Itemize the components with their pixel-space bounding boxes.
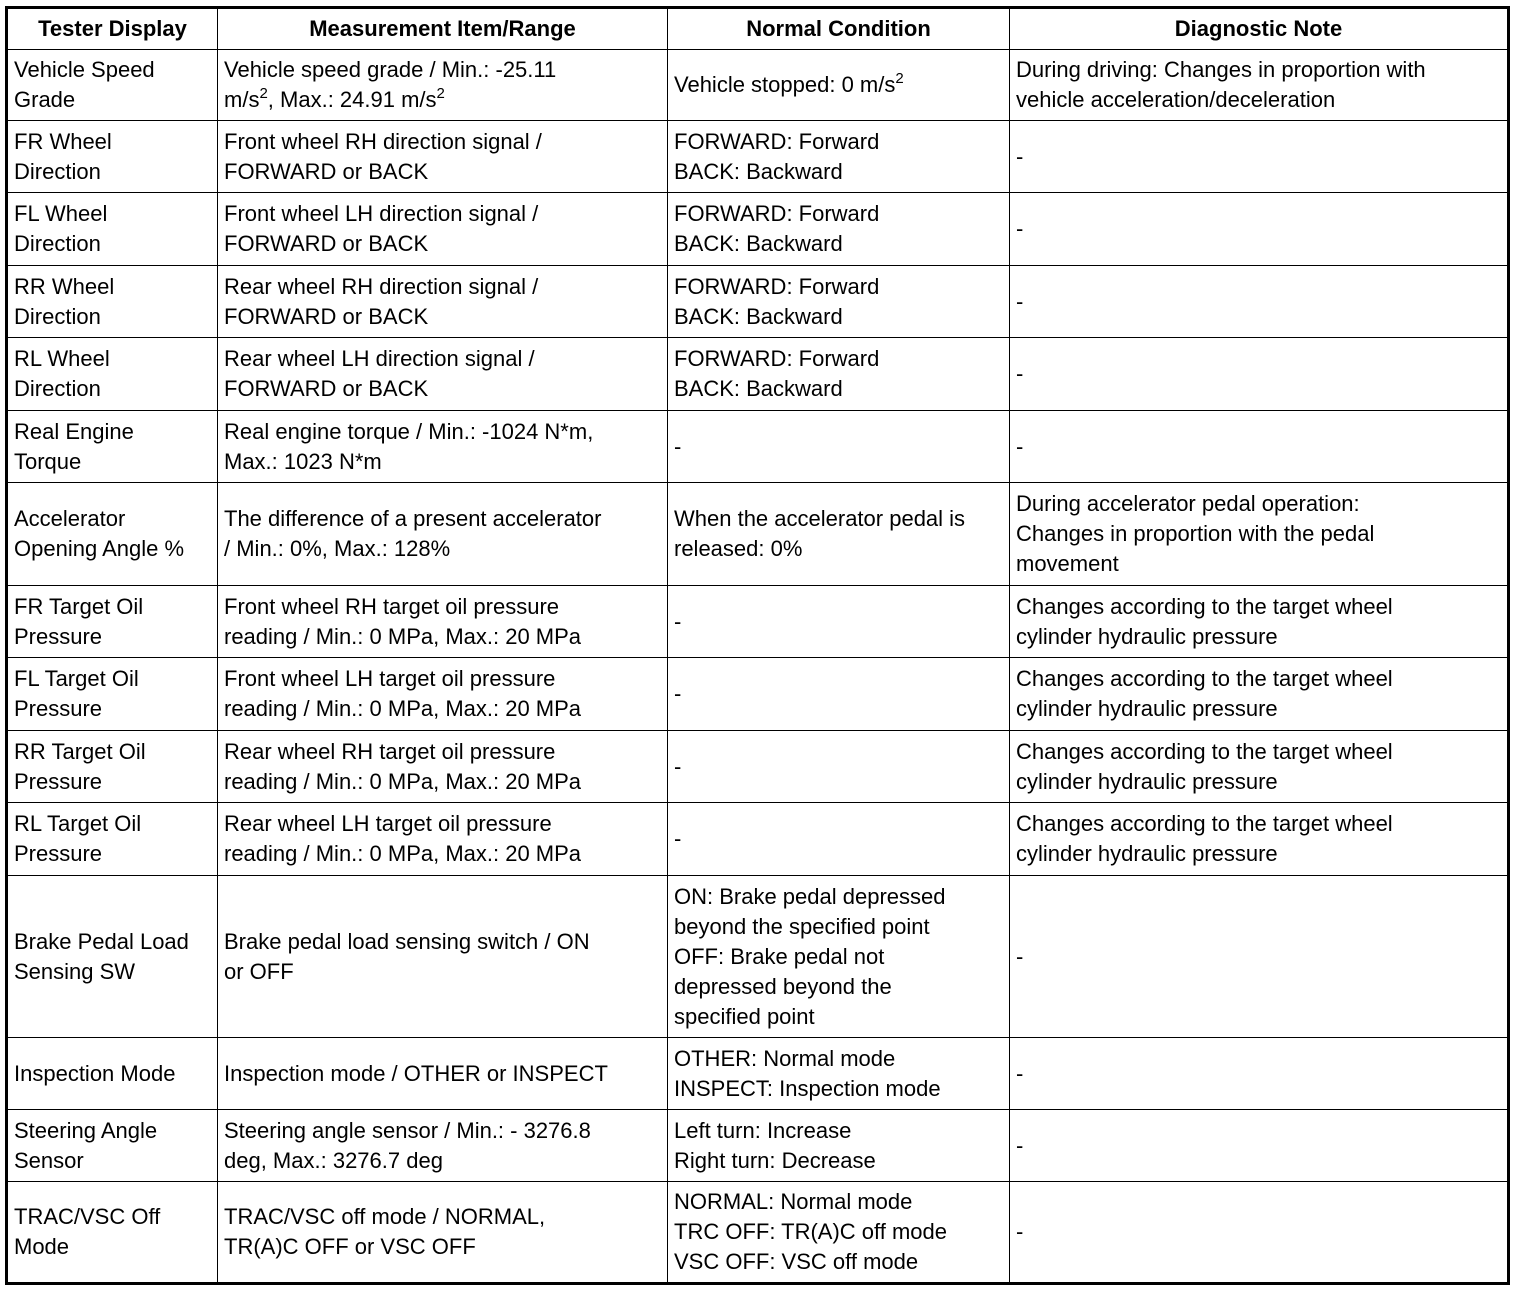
cell-text-line: - (1016, 943, 1024, 969)
cell-text-line: FORWARD: Forward (674, 128, 880, 154)
diagnostic-note-cell (1010, 876, 1509, 1038)
normal-condition-cell (668, 803, 1010, 876)
normal-condition-cell (668, 1182, 1010, 1284)
measurement-item-cell (218, 1110, 668, 1182)
normal-condition-cell (668, 50, 1010, 121)
tester-display-cell (7, 338, 218, 411)
cell-text-line: BACK: Backward (674, 303, 843, 329)
cell-text-line: Rear wheel RH target oil pressure (224, 738, 556, 764)
cell-text-line: BACK: Backward (674, 231, 843, 256)
cell-text-line: FL Target Oil (14, 666, 139, 691)
cell-text-line: - (1016, 216, 1024, 241)
cell-text-line: Pressure (14, 623, 103, 649)
cell-text-line: reading / Min.: 0 MPa, Max.: 20 MPa (224, 768, 582, 794)
cell-text-line: specified point (674, 1003, 815, 1029)
cell-text-line: Direction (14, 376, 101, 401)
cell-text-line: / Min.: 0%, Max.: 128% (224, 536, 451, 561)
cell-text-line: Front wheel RH direction signal / (224, 128, 542, 154)
superscript: 2 (895, 70, 904, 87)
table-row (7, 586, 1509, 658)
cell-text-line: FORWARD or BACK (224, 303, 429, 329)
cell-text-line: TRAC/VSC Off (14, 1204, 161, 1229)
cell-text-line: Changes according to the target wheel (1016, 593, 1393, 619)
cell-text-line: Rear wheel LH direction signal / (224, 346, 535, 371)
tester-display-cell (7, 121, 218, 193)
cell-text-line: Rear wheel LH target oil pressure (224, 811, 552, 836)
table-row (7, 1182, 1509, 1284)
cell-text-line: TRC OFF: TR(A)C off mode (674, 1219, 948, 1244)
measurement-item-cell (218, 658, 668, 731)
cell-text-line: FORWARD: Forward (674, 273, 880, 299)
cell-text-line: When the accelerator pedal is (674, 506, 966, 531)
measurement-item-cell (218, 1038, 668, 1110)
cell-text-line: or OFF (224, 958, 294, 984)
table-row (7, 1110, 1509, 1182)
cell-text-line: Vehicle stopped: 0 $m/s^2$ (674, 70, 904, 97)
cell-text-line: Opening Angle % (14, 536, 185, 561)
cell-text-line: TRAC/VSC off mode / NORMAL, (224, 1204, 546, 1229)
normal-condition-cell (668, 483, 1010, 586)
cell-text-line: TR(A)C OFF or VSC OFF (224, 1234, 476, 1259)
table-body (7, 50, 1509, 1284)
cell-text-line: Steering angle sensor / Min.: - 3276.8 (224, 1117, 591, 1143)
cell-text-line: Changes according to the target wheel (1016, 666, 1393, 691)
cell-text-line: Inspection Mode (14, 1060, 176, 1086)
header-row (7, 8, 1509, 50)
table-row (7, 121, 1509, 193)
table-row (7, 1038, 1509, 1110)
measurement-item-cell (218, 876, 668, 1038)
cell-text-line: - (674, 681, 682, 706)
table-row (7, 411, 1509, 483)
cell-text-line: Changes according to the target wheel (1016, 811, 1393, 836)
cell-text-line: - (1016, 288, 1024, 314)
diagnostic-note-cell (1010, 1038, 1509, 1110)
table-row (7, 193, 1509, 266)
cell-text-line: NORMAL: Normal mode (674, 1189, 913, 1214)
cell-text-line: - (1016, 1132, 1024, 1158)
normal-condition-cell (668, 121, 1010, 193)
diagnostic-note-cell (1010, 411, 1509, 483)
cell-text-line: - (1016, 1060, 1024, 1086)
table-row (7, 658, 1509, 731)
table-row (7, 803, 1509, 876)
table-row (7, 483, 1509, 586)
normal-condition-cell (668, 193, 1010, 266)
cell-text-line: Pressure (14, 696, 103, 721)
normal-condition-cell (668, 658, 1010, 731)
measurement-item-cell (218, 338, 668, 411)
tester-display-cell (7, 1038, 218, 1110)
cell-text-line: cylinder hydraulic pressure (1016, 696, 1278, 721)
cell-text-line: FORWARD or BACK (224, 231, 429, 256)
cell-text-line: BACK: Backward (674, 158, 843, 184)
measurement-item-cell (218, 586, 668, 658)
superscript: 2 (436, 85, 445, 102)
measurement-item-cell (218, 483, 668, 586)
table-row (7, 338, 1509, 411)
tester-display-cell (7, 803, 218, 876)
diagnostic-note-cell (1010, 193, 1509, 266)
cell-text-line: Inspection mode / OTHER or INSPECT (224, 1060, 608, 1086)
cell-text-line: VSC OFF: VSC off mode (674, 1249, 919, 1274)
cell-text-line: movement (1016, 551, 1119, 576)
cell-text-line: Max.: 1023 N*m (224, 448, 382, 474)
measurement-item-cell (218, 266, 668, 338)
cell-text-line: Accelerator (14, 506, 126, 531)
cell-text-line: released: 0% (674, 536, 803, 561)
diagnostic-note-cell (1010, 483, 1509, 586)
cell-text-line: - (674, 826, 682, 851)
measurement-item-cell (218, 731, 668, 803)
normal-condition-cell (668, 266, 1010, 338)
normal-condition-cell (668, 338, 1010, 411)
cell-text-line: Vehicle speed grade / Min.: -25.11 (224, 57, 557, 82)
cell-text-line: Steering Angle (14, 1117, 158, 1143)
cell-text-line: - (1016, 433, 1024, 459)
cell-text-line: FORWARD: Forward (674, 201, 880, 226)
table-row (7, 266, 1509, 338)
measurement-item-cell (218, 411, 668, 483)
cell-text-line: Changes in proportion with the pedal (1016, 521, 1375, 546)
cell-text-line: INSPECT: Inspection mode (674, 1075, 941, 1101)
cell-text-line: During accelerator pedal operation: (1016, 491, 1360, 516)
cell-text-line: FORWARD: Forward (674, 346, 880, 371)
tester-display-cell (7, 586, 218, 658)
header-tester-display: Tester Display (7, 8, 218, 50)
normal-condition-cell (668, 586, 1010, 658)
diagnostic-note-cell (1010, 803, 1509, 876)
cell-text-line: Real engine torque / Min.: -1024 N*m, (224, 418, 594, 444)
tester-display-cell (7, 1110, 218, 1182)
cell-text-line: Mode (14, 1234, 70, 1259)
normal-condition-cell (668, 1038, 1010, 1110)
cell-text-line: Brake Pedal Load (14, 928, 189, 954)
cell-text-line: Front wheel RH target oil pressure (224, 593, 560, 619)
cell-text-line: Grade (14, 87, 76, 112)
cell-text-line: RL Wheel (14, 346, 110, 371)
table-row (7, 731, 1509, 803)
cell-text-line: RR Wheel (14, 273, 115, 299)
superscript: 2 (259, 85, 268, 102)
cell-text-line: Brake pedal load sensing switch / ON (224, 928, 590, 954)
tester-display-cell (7, 266, 218, 338)
cell-text-line: Real Engine (14, 418, 134, 444)
normal-condition-cell (668, 1110, 1010, 1182)
normal-condition-cell (668, 876, 1010, 1038)
table-row (7, 876, 1509, 1038)
cell-text-line: reading / Min.: 0 MPa, Max.: 20 MPa (224, 623, 582, 649)
cell-text-line: Left turn: Increase (674, 1117, 852, 1143)
cell-text-line: Direction (14, 158, 101, 184)
cell-text-line: Torque (14, 448, 82, 474)
cell-text-line: ON: Brake pedal depressed (674, 883, 946, 909)
diagnostic-note-cell (1010, 658, 1509, 731)
tester-display-cell (7, 193, 218, 266)
measurement-item-cell (218, 50, 668, 121)
diagnostic-note-cell (1010, 731, 1509, 803)
cell-text-line: Front wheel LH direction signal / (224, 201, 539, 226)
cell-text-line: $m/s^2$, Max.: 24.91 $m/s^2$ (224, 85, 445, 112)
measurement-item-cell (218, 193, 668, 266)
cell-text-line: beyond the specified point (674, 913, 930, 939)
cell-text-line: Changes according to the target wheel (1016, 738, 1393, 764)
diagnostic-note-cell (1010, 266, 1509, 338)
cell-text-line: The difference of a present accelerator (224, 506, 602, 531)
cell-text-line: FORWARD or BACK (224, 158, 429, 184)
cell-text-line: deg, Max.: 3276.7 deg (224, 1147, 443, 1173)
cell-text-line: FL Wheel (14, 201, 108, 226)
cell-text-line: Vehicle Speed (14, 57, 155, 82)
cell-text-line: During driving: Changes in proportion with (1016, 57, 1426, 82)
diagnostic-note-cell (1010, 338, 1509, 411)
normal-condition-cell (668, 731, 1010, 803)
cell-text-line: - (674, 433, 682, 459)
cell-text-line: RL Target Oil (14, 811, 142, 836)
cell-text-line: Direction (14, 303, 101, 329)
cell-text-line: - (674, 608, 682, 634)
cell-text-line: cylinder hydraulic pressure (1016, 841, 1278, 866)
diagnostic-note-cell (1010, 121, 1509, 193)
tester-display-cell (7, 483, 218, 586)
cell-text-line: Front wheel LH target oil pressure (224, 666, 556, 691)
cell-text-line: OTHER: Normal mode (674, 1045, 896, 1071)
header-diagnostic-note: Diagnostic Note (1010, 8, 1509, 50)
cell-text-line: Pressure (14, 768, 103, 794)
cell-text-line: Rear wheel RH direction signal / (224, 273, 539, 299)
diagnostic-note-cell (1010, 1110, 1509, 1182)
cell-text-line: FORWARD or BACK (224, 376, 429, 401)
table-row (7, 50, 1509, 121)
measurement-item-cell (218, 1182, 668, 1284)
cell-text-line: cylinder hydraulic pressure (1016, 768, 1278, 794)
measurement-item-cell (218, 121, 668, 193)
cell-text-line: reading / Min.: 0 MPa, Max.: 20 MPa (224, 696, 582, 721)
tester-display-cell (7, 731, 218, 803)
diagnostic-note-cell (1010, 1182, 1509, 1284)
diagnostic-data-table (5, 6, 1510, 1285)
cell-text-line: Pressure (14, 841, 103, 866)
cell-text-line: reading / Min.: 0 MPa, Max.: 20 MPa (224, 841, 582, 866)
tester-display-cell (7, 411, 218, 483)
normal-condition-cell (668, 411, 1010, 483)
measurement-item-cell (218, 803, 668, 876)
cell-text-line: Direction (14, 231, 101, 256)
cell-text-line: RR Target Oil (14, 738, 146, 764)
diagnostic-note-cell (1010, 586, 1509, 658)
cell-text-line: Sensor (14, 1147, 84, 1173)
cell-text-line: - (1016, 361, 1024, 386)
cell-text-line: BACK: Backward (674, 376, 843, 401)
cell-text-line: Sensing SW (14, 958, 136, 984)
cell-text-line: cylinder hydraulic pressure (1016, 623, 1278, 649)
cell-text-line: OFF: Brake pedal not (674, 943, 885, 969)
cell-text-line: FR Target Oil (14, 593, 144, 619)
cell-text-line: FR Wheel (14, 128, 112, 154)
header-normal-condition: Normal Condition (668, 8, 1010, 50)
cell-text-line: Right turn: Decrease (674, 1147, 876, 1173)
cell-text-line: - (674, 753, 682, 779)
tester-display-cell (7, 1182, 218, 1284)
cell-text-line: depressed beyond the (674, 973, 892, 999)
tester-display-cell (7, 658, 218, 731)
tester-display-cell (7, 50, 218, 121)
tester-display-cell (7, 876, 218, 1038)
cell-text-line: - (1016, 1219, 1024, 1244)
cell-text-line: vehicle acceleration/deceleration (1016, 87, 1336, 112)
header-measurement-item: Measurement Item/Range (218, 8, 668, 50)
cell-text-line: - (1016, 143, 1024, 169)
diagnostic-note-cell (1010, 50, 1509, 121)
